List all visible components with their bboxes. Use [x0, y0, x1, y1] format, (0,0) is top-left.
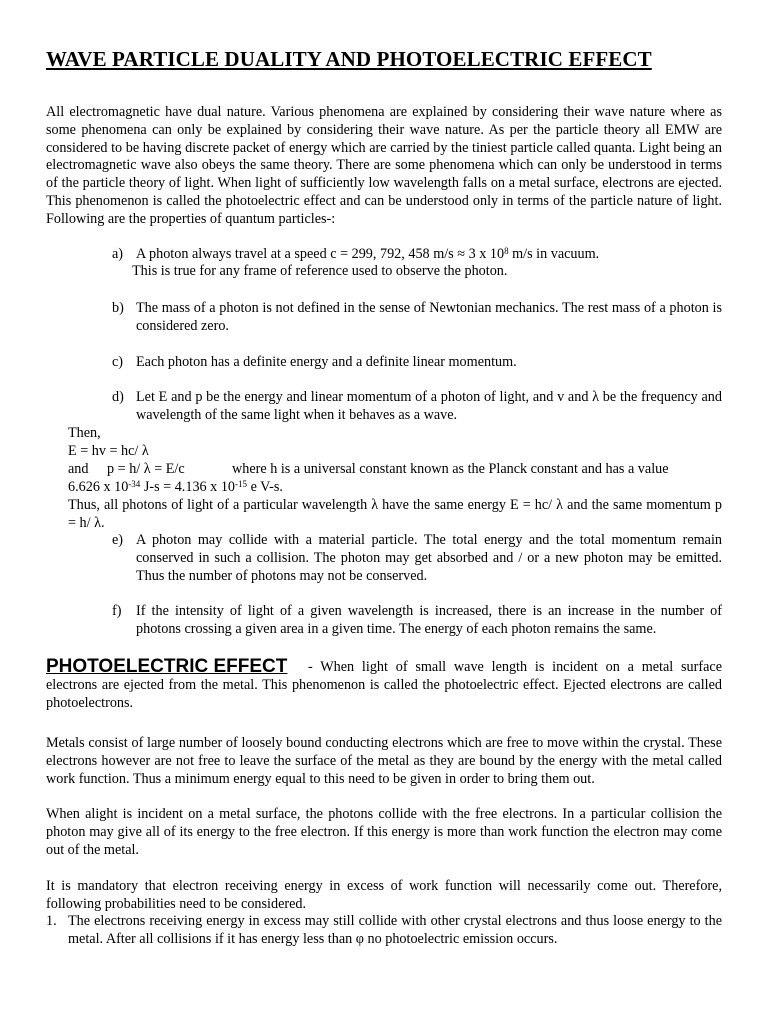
numbered-label-1: 1. — [46, 913, 57, 929]
property-c-text: Each photon has a definite energy and a definite linear momentum. — [136, 354, 517, 370]
thus-paragraph: Thus, all photons of light of a particular wavelength λ have the same energy E = hc/ λ and the same momentum p = h/ λ. — [68, 497, 722, 531]
intro-paragraph: All electromagnetic have dual nature. Various phenomena are explained by considering their wave nature where as some phenomena can only be explained by considering their wave nature. As per the particle theory all EMW are considered to be having discrete packet of energy which are carried by the tiniest particle called quanta. Light being an electromagnetic wave also obeys the same theory. There are some phenomena which can only be understood in terms of the particle theory of light. When light of sufficiently low wavelength falls on a metal surface, electrons are ejected. This phenomenon is called the photoelectric effect and can be understood only in terms of the particle nature of light. Following are the properties of quantum particles-: — [46, 104, 722, 227]
property-a-text — [136, 246, 722, 264]
list-label-d: d) — [112, 389, 124, 405]
planck-value-part1: 6.626 x 10 — [68, 479, 129, 495]
list-label-e: e) — [112, 532, 124, 548]
property-a-text-post: m/s in vacuum. — [508, 246, 600, 262]
property-a-note: This is true for any frame of reference used to observe the photon. — [132, 263, 508, 279]
planck-value-part2: J-s = 4.136 x 10 — [140, 479, 236, 495]
planck-note: where h is a universal constant known as the Planck constant and has a value — [232, 461, 669, 477]
planck-constant-value — [68, 479, 283, 497]
property-e-text: A photon may collide with a material particle. The total energy and the total momentum remain conserved in such a collision. The photon may get absorbed and / or a new photon may be emitted. Thus the number of photons may not be conserved. — [136, 532, 722, 584]
paragraph-photon-collision: When alight is incident on a metal surface, the photons collide with the free electrons. In a particular collision the photon may give all of its energy to the free electron. If this energy is more than work function the electron may come out of the metal. — [46, 806, 722, 858]
planck-value-part3: e V-s. — [247, 479, 283, 495]
section-heading-photoelectric: PHOTOELECTRIC EFFECT — [46, 656, 288, 677]
page-title: WAVE PARTICLE DUALITY AND PHOTOELECTRIC EFFECT — [46, 47, 652, 71]
list-label-a: a) — [112, 246, 124, 262]
photoelectric-intro: - When light of small wave length is incident on a metal surface electrons are ejected from the metal. This phenomenon is called the photoelectric effect. Ejected electrons are called photoelectrons. — [46, 659, 722, 711]
planck-exponent-2: -15 — [235, 479, 248, 489]
numbered-item-1: The electrons receiving energy in excess may still collide with other crystal electrons and thus loose energy to the metal. After all collisions if it has energy less than φ no photoelectric emission occurs. — [68, 913, 722, 947]
property-b-text: The mass of a photon is not defined in the sense of Newtonian mechanics. The rest mass of a photon is considered zero. — [136, 300, 722, 334]
then-label: Then, — [68, 425, 101, 441]
list-label-c: c) — [112, 354, 124, 370]
energy-equation: E = hv = hc/ λ — [68, 443, 149, 459]
paragraph-work-function: Metals consist of large number of loosely bound conducting electrons which are free to move within the crystal. These electrons however are not free to leave the surface of the metal as they are bound by the energy with the metal called work function. Thus a minimum energy equal to this need to be given in order to bring them out. — [46, 735, 722, 787]
planck-exponent-1: -34 — [128, 479, 141, 489]
momentum-equation: p = h/ λ = E/c — [107, 461, 185, 477]
property-d-text: Let E and p be the energy and linear momentum of a photon of light, and v and λ be the frequency and wavelength of the same light when it behaves as a wave. — [136, 389, 722, 423]
property-a-exponent: 8 — [504, 246, 509, 256]
list-label-f: f) — [112, 603, 122, 619]
and-label: and — [68, 461, 89, 477]
paragraph-probabilities: It is mandatory that electron receiving energy in excess of work function will necessarily come out. Therefore, following probabilities need to be considered. — [46, 878, 722, 912]
property-f-text: If the intensity of light of a given wavelength is increased, there is an increase in the number of photons crossing a given area in a given time. The energy of each photon remains the same. — [136, 603, 722, 637]
property-a-text-pre: A photon always travel at a speed c = 299, 792, 458 m/s ≈ 3 x 10 — [136, 246, 505, 262]
list-label-b: b) — [112, 300, 124, 316]
